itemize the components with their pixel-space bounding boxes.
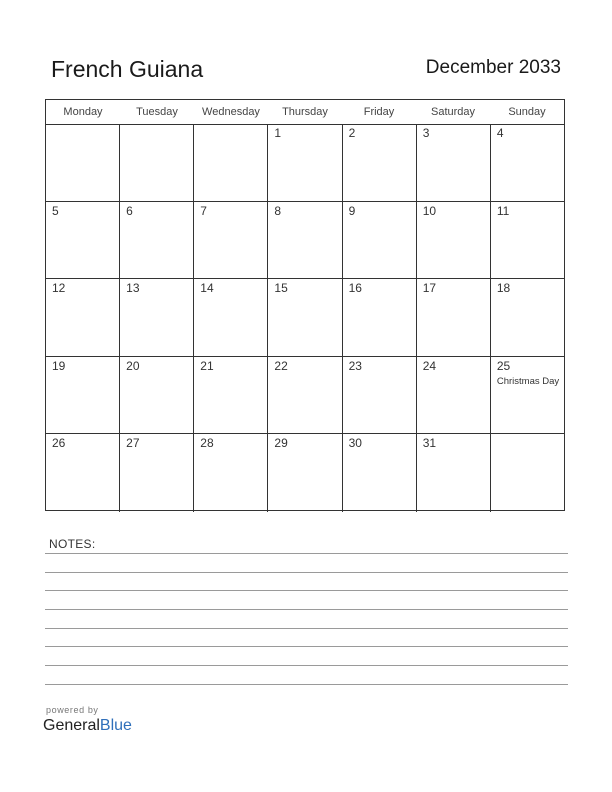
logo-blue: Blue: [99, 717, 132, 734]
notes-line: [45, 646, 568, 647]
day-cell[interactable]: [343, 279, 417, 356]
weekday-header-row: [46, 100, 564, 125]
day-number: 29: [274, 436, 288, 451]
day-number: 17: [422, 281, 437, 296]
day-cell[interactable]: [194, 202, 268, 279]
day-number: 25: [496, 358, 511, 373]
notes-line: [45, 628, 568, 629]
weekday-label: Friday: [363, 106, 395, 118]
notes-line: [45, 590, 568, 591]
day-cell[interactable]: [120, 202, 194, 279]
day-cell[interactable]: [120, 357, 194, 434]
day-number: 15: [274, 281, 288, 296]
day-number: 31: [422, 436, 437, 451]
day-cell[interactable]: [268, 434, 342, 512]
day-cell[interactable]: [491, 434, 564, 512]
logo-general: General: [43, 717, 100, 734]
day-number: 5: [52, 203, 59, 218]
day-number: 11: [496, 203, 510, 218]
day-number: 3: [422, 126, 430, 140]
day-cell[interactable]: [343, 124, 417, 201]
day-number: 20: [126, 358, 140, 373]
day-number: 30: [348, 436, 362, 451]
day-cell[interactable]: [46, 279, 120, 356]
day-cell[interactable]: [491, 279, 564, 356]
day-number: 6: [126, 203, 133, 218]
day-number: 24: [422, 358, 437, 373]
week-row: [46, 357, 564, 435]
day-cell[interactable]: [120, 124, 194, 201]
calendar-weeks: [46, 124, 564, 510]
day-cell[interactable]: [194, 279, 268, 356]
day-cell[interactable]: [120, 279, 194, 356]
weekday-label: Sunday: [508, 106, 546, 118]
day-number: 21: [200, 358, 214, 373]
notes-line: [45, 572, 568, 573]
calendar-country-title: French Guiana: [51, 56, 204, 82]
week-row: [46, 202, 564, 280]
weekday-label: Saturday: [430, 106, 476, 118]
day-cell[interactable]: [491, 202, 564, 279]
holiday-label: Christmas Day: [496, 375, 560, 387]
day-cell[interactable]: [491, 124, 564, 201]
day-cell[interactable]: [417, 279, 491, 356]
weekday-label: Wednesday: [202, 106, 260, 118]
day-cell[interactable]: [46, 202, 120, 279]
day-cell[interactable]: [491, 357, 564, 434]
day-number: 28: [200, 436, 214, 451]
day-number: 12: [52, 281, 66, 296]
day-number: 18: [496, 281, 511, 296]
day-number: 2: [348, 126, 356, 140]
week-row: [46, 124, 564, 202]
day-cell[interactable]: [194, 357, 268, 434]
day-cell[interactable]: [417, 202, 491, 279]
weekday-label: Monday: [63, 106, 103, 118]
day-number: 4: [496, 126, 504, 140]
notes-line: [45, 609, 568, 610]
day-cell[interactable]: [417, 434, 491, 512]
day-number: 10: [422, 203, 437, 218]
generalblue-logo[interactable]: [43, 717, 132, 735]
day-cell[interactable]: [46, 124, 120, 201]
day-cell[interactable]: [343, 202, 417, 279]
day-number: 16: [348, 281, 362, 296]
day-number: 7: [200, 203, 207, 218]
day-cell[interactable]: [417, 357, 491, 434]
notes-line: [45, 665, 568, 666]
day-cell[interactable]: [194, 124, 268, 201]
day-cell[interactable]: [120, 434, 194, 512]
week-row: [46, 434, 564, 512]
day-cell[interactable]: [46, 357, 120, 434]
day-number: 9: [348, 203, 356, 218]
weekday-label: Thursday: [282, 106, 328, 118]
day-cell[interactable]: [343, 357, 417, 434]
day-cell[interactable]: [268, 279, 342, 356]
day-number: 14: [200, 281, 214, 296]
day-cell[interactable]: [417, 124, 491, 201]
weekday-label: Tuesday: [136, 106, 178, 118]
day-number: 26: [52, 436, 66, 451]
calendar-month-title: December 2033: [425, 57, 561, 78]
day-cell[interactable]: [268, 202, 342, 279]
day-number: 23: [348, 358, 362, 373]
notes-line: [45, 553, 568, 554]
day-cell[interactable]: [194, 434, 268, 512]
powered-by-text: powered by: [46, 705, 99, 715]
day-number: 13: [126, 281, 140, 296]
day-number: 8: [274, 203, 282, 218]
day-number: 22: [274, 358, 288, 373]
day-cell[interactable]: [268, 124, 342, 201]
day-number: 27: [126, 436, 140, 451]
day-cell[interactable]: [343, 434, 417, 512]
notes-line: [45, 684, 568, 685]
day-number: 19: [52, 358, 66, 373]
day-cell[interactable]: [46, 434, 120, 512]
day-cell[interactable]: [268, 357, 342, 434]
calendar-grid: [45, 99, 565, 511]
day-number: 1: [274, 126, 282, 140]
week-row: [46, 279, 564, 357]
notes-label: NOTES:: [49, 537, 96, 551]
